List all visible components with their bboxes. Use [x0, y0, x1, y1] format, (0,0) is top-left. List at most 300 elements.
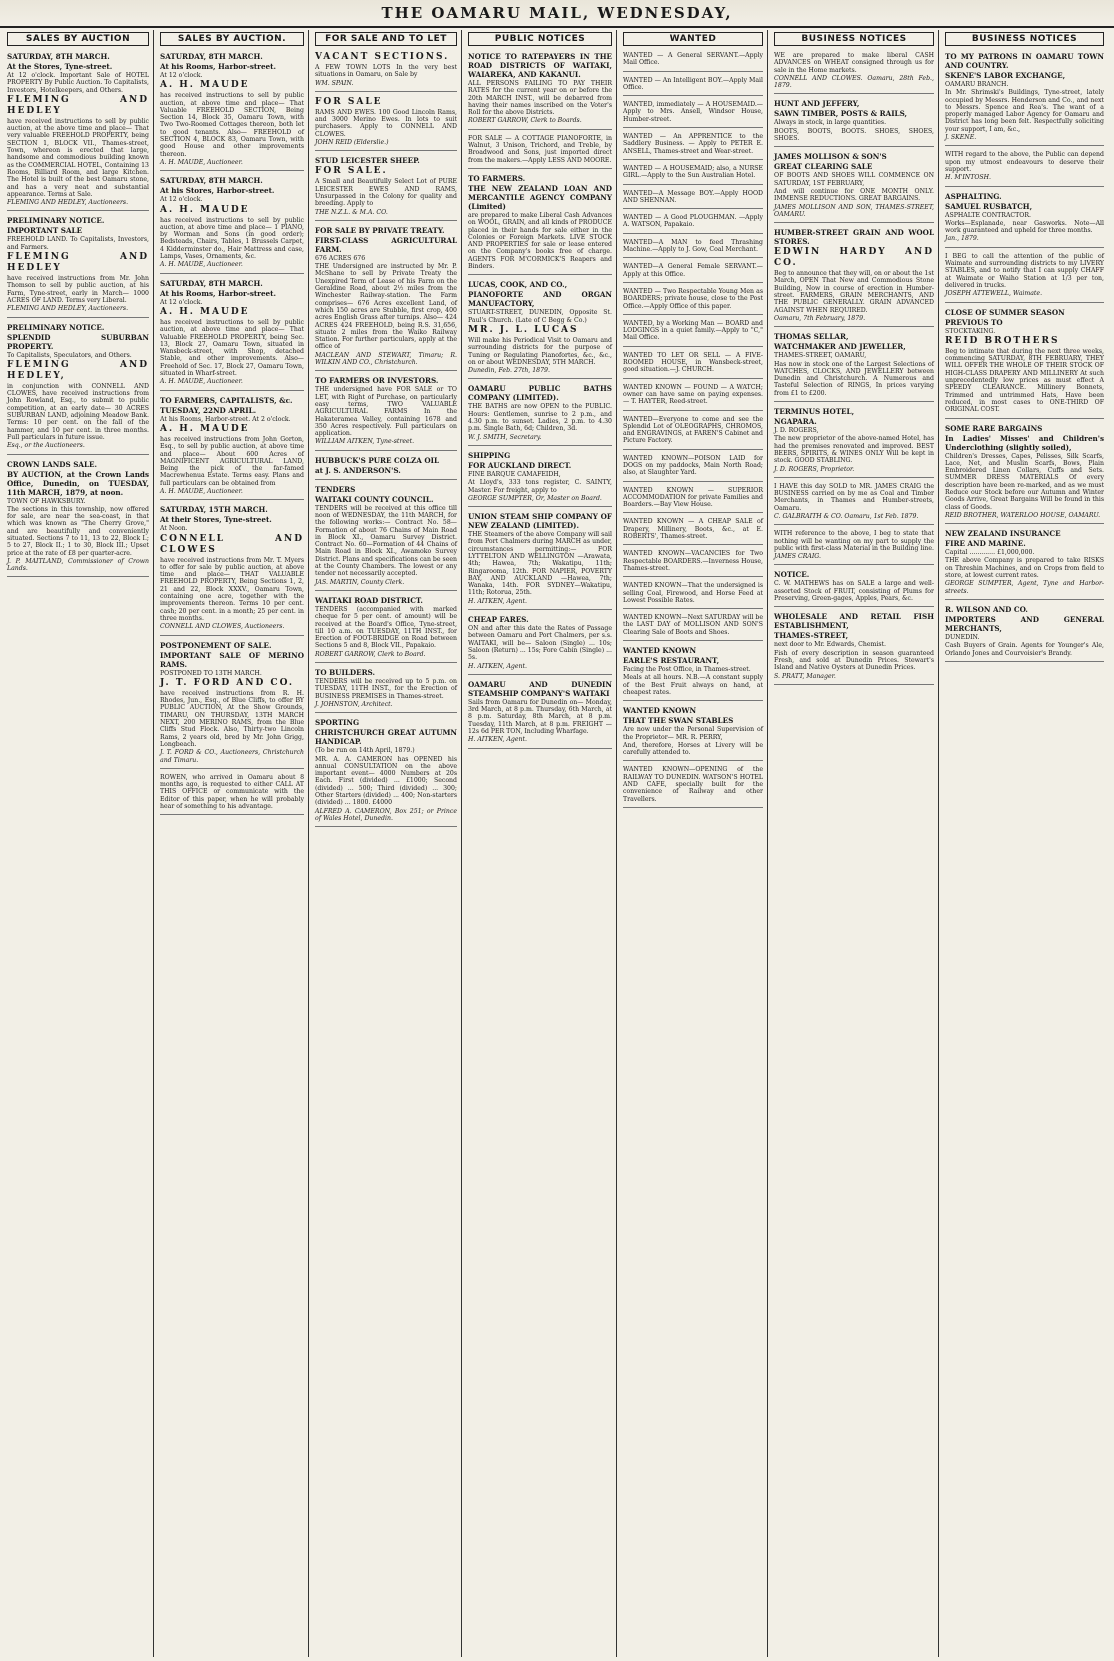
ad-name: FOR SALE.: [315, 166, 388, 177]
advertisement: [623, 260, 763, 283]
ad-intro: Are now under the Personal Supervision of the Proprietor— MR. R. PERRY,: [623, 726, 763, 741]
advertisement: [468, 381, 612, 445]
ad-title: SOME RARE BARGAINS: [945, 423, 1043, 433]
advertisement: [623, 579, 763, 609]
ad-text: BOOTS, BOOTS, BOOTS. SHOES, SHOES, SHOES.: [774, 127, 934, 143]
advertisement: [315, 593, 457, 663]
ad-name: MR. J. L. LUCAS: [468, 324, 579, 335]
ad-signature: Esq., or the Auctioneers.: [7, 442, 85, 450]
ad-text: THE Undersigned are instructed by Mr. P. McShane to sell by Private Treaty the Unexpired Term of Lease of his Farm on the Geraldine Road, about 2½ miles from the Winchester Railway-station. The Farm comprises— 676 Acres excellent Land, of which 150 acres are Stubble, first crop, 400 acres English Grass after turnips. Also— 424 ACRES 424 FREEHOLD, being R.S. 31,656, situate 2 miles from the Waiko Railway Station. For further particulars, apply at the office of: [315, 263, 457, 351]
ad-subtitle: At their Stores, Tyne-street.: [160, 515, 272, 525]
ad-signature: H. AITKEN, Agent.: [468, 736, 527, 744]
ad-text: The new proprietor of the above-named Hotel, has had the premises renovated and improved. BEST BEERS, SPIRITS, & WINES ONLY Will be kept in stock. GOOD STABLING.: [774, 435, 934, 465]
ad-text: Will make his Periodical Visit to Oamaru and surrounding districts for the purpose of Tuning or Regulating Pianofortes, &c., &c., on or about WEDNESDAY, 5TH MARCH.: [468, 336, 612, 366]
ad-text: Sails from Oamaru for Dunedin on— Monday, 3rd March, at 8 p.m. Thursday, 6th March, at 8 p.m. Saturday, 8th March, at 8 p.m. Tuesday, 11th March, at 8 p.m. FREIGHT — 12s 6d PER TON, Including Wharfage.: [468, 698, 612, 736]
ad-title: TO FARMERS.: [468, 173, 526, 183]
ad-subtitle: THAMES-STREET,: [774, 631, 849, 641]
ad-text: TENDERS will be received up to 5 p.m. on TUESDAY, 11TH INST., for the Erection of BUSINESS PREMISES in Thames-street.: [315, 678, 457, 700]
advertisement: [623, 162, 763, 185]
ad-title: POSTPONEMENT OF SALE.: [160, 640, 272, 650]
ad-text: RAMS AND EWES. 100 Good Lincoln Rams, and 3000 Merino Ewes. In lots to suit purchasers. Apply to CONNELL AND CLOWES.: [315, 108, 457, 138]
ad-text: has received instructions to sell by public auction, at above time and place— That Valuable FREEHOLD PROPERTY, being Sec. 13, Block 27, Oamaru Town, situated in Wansbeck-street, with Shop, detached Stable, and other improvements. Also— Freehold of Sec. 17, Block 27, Oamaru Town, situated in Wharf-street.: [160, 318, 304, 378]
ad-subtitle: PIANOFORTE AND ORGAN MANUFACTORY,: [468, 290, 612, 309]
ad-text: The sections in this township, now offered for sale, are near the sea-coast, in that which was known as "The Cherry Grove," and are beautifully and conveniently situated. Sections 7 to 11, 13 to 22, Block I.; 5 to 27, Block II.; 1 to 30, Block III.; Upset price at the rate of £8 per quarter-acre.: [7, 505, 149, 557]
advertisement: [468, 677, 612, 749]
ad-text: ROWEN, who arrived in Oamaru about 8 months ago, is requested to either CALL AT THIS OFFICE or communicate with the Editor of this paper, when he will probably hear of something to his advantage.: [160, 773, 304, 810]
ad-text: WANTED TO LET OR SELL — A FIVE-ROOMED HOUSE, in Wansbeck-street, good situation.—J. CHURCH.: [623, 351, 763, 374]
ad-signature: GEORGE SUMPTER, Or, Master on Board.: [468, 494, 602, 502]
ad-text: Has now in stock one of the Largest Selections of WATCHES, CLOCKS, AND JEWELLERY between Dunedin and Christchurch. A Numerous and Tasteful Selection of RINGS, In prices varying from £1 to £200.: [774, 360, 934, 397]
ad-title: CROWN LANDS SALE.: [7, 459, 98, 469]
ad-name: J. T. FORD AND CO.: [160, 677, 295, 688]
advertisement: [623, 349, 763, 379]
ad-text: Beg to announce that they will, on or about the 1st March, OPEN That New and Commodious Stone Building, Now in course of erection in Humber-street. FARMERS, GRAIN MERCHANTS, AND THE PUBLIC GENERALLY. GRAIN ADVANCED AGAINST WHEN REQUIRED.: [774, 270, 934, 314]
ad-subtitle: CHRISTCHURCH GREAT AUTUMN HANDICAP.: [315, 728, 457, 747]
advertisement: [160, 771, 304, 815]
column-4: [465, 30, 617, 1657]
ad-text: WANTED KNOWN — FOUND — A WATCH; owner can have same on paying expenses. — T. HAYTER, Reed-street.: [623, 383, 763, 406]
ad-signature: JAMES CRAIG.: [774, 553, 822, 561]
column-1: [4, 30, 154, 1657]
advertisement: [945, 148, 1104, 186]
ad-subtitle: FIRE AND MARINE.: [945, 539, 1026, 549]
advertisement: [623, 643, 763, 701]
ad-signature: J. T. FORD & CO., Auctioneers, Christchurch and Timaru.: [160, 749, 304, 764]
ad-text: THE above Company is prepared to take RISKS on Threshin Machines, and on Crops from field to store, at lowest current rates.: [945, 557, 1104, 580]
ad-subtitle: At his Rooms, Harbor-street.: [160, 62, 276, 71]
ad-text: WANTED — A HOUSEMAID; also, a NURSE GIRL.—Apply to the Sun Australian Hotel.: [623, 164, 763, 180]
column-3: [312, 30, 462, 1657]
ad-text: ALL PERSONS FAILING TO PAY THEIR RATES for the current year on or before the 20th MARCH INST., will be debarred from having their names inscribed on the Voter's Roll for the above Districts.: [468, 80, 612, 117]
advertisement: [160, 502, 304, 635]
ad-title: FOR SALE BY PRIVATE TREATY.: [315, 225, 445, 235]
ad-title: CLOSE OF SUMMER SEASON: [945, 307, 1065, 317]
ad-text: Beg to intimate that during the next three weeks, commencing SATURDAY, 8TH FEBRUARY, THEY WILL OFFER THE WHOLE OF THEIR STOCK OF HIGH-CLASS DRAPERY AND MILLINERY At such unprecedentedly low prices as must effect A SPEEDY CLEARANCE. Millinery Bonnets, Trimmed and untrimmed Hats, Have been reduced, in most cases to ONE-THIRD OF ORIGINAL COST.: [945, 347, 1104, 414]
ad-intro: POSTPONED TO 13TH MARCH.: [160, 669, 262, 677]
advertisement: [623, 236, 763, 259]
ad-signature: Oamaru, 7th February, 1879.: [774, 314, 866, 322]
ad-title: TENDERS: [315, 484, 356, 494]
ad-title: TO FARMERS OR INVESTORS.: [315, 376, 439, 386]
advertisement: [945, 421, 1104, 525]
column-2: [157, 30, 309, 1657]
ad-signature: A. H. MAUDE, Auctioneer.: [160, 487, 243, 495]
newspaper-columns: [4, 30, 1110, 1657]
ad-text: I BEG to call the attention of the public of Waimate and surrounding districts to my LIVERY STABLES, and to notify that I can supply CHAFF at Waimate or Waiho Station at 1/3 per ton, delivered in trucks.: [945, 252, 1104, 289]
ad-text: Meals at all hours. N.B.—A constant supply of the Best Fruit always on hand, at cheapest rates.: [623, 674, 763, 696]
ad-intro: OAMARU BRANCH.: [945, 81, 1009, 88]
ad-name: FLEMING AND HEDLEY: [7, 252, 149, 274]
ad-subtitle: THAT THE SWAN STABLES: [623, 716, 734, 726]
ad-title: TERMINUS HOTEL,: [774, 407, 855, 417]
ad-text: WITH regard to the above, the Public can depend upon my utmost endeavours to deserve their support.: [945, 151, 1104, 173]
ad-signature: A. H. MAUDE, Auctioneer.: [160, 378, 243, 386]
ad-title: SATURDAY, 8TH MARCH.: [160, 176, 263, 186]
ad-subtitle: SKENE'S LABOR EXCHANGE,: [945, 71, 1066, 80]
advertisement: [623, 452, 763, 482]
advertisement: [945, 189, 1104, 248]
ad-title: HUNT AND JEFFERY,: [774, 99, 860, 109]
ad-title: JAMES MOLLISON & SON'S: [774, 152, 887, 162]
advertisement: [945, 49, 1104, 146]
ad-signature: CONNELL AND CLOWES, Auctioneers.: [160, 623, 285, 631]
ad-text: WE are prepared to make liberal CASH ADVANCES on WHEAT consigned through us for sale in the Home markets.: [774, 52, 934, 74]
advertisement: [468, 509, 612, 610]
advertisement: [774, 480, 934, 525]
ad-text: WANTED—Everyone to come and see the Splendid Lot of OLEOGRAPHS, CHROMOS, and ENGRAVINGS, at FAREN'S Cabinet and Picture Factory.: [623, 415, 763, 445]
column-heading: SALES BY AUCTION: [7, 32, 149, 46]
advertisement: [7, 49, 149, 211]
column-heading: BUSINESS NOTICES: [774, 32, 934, 46]
ad-signature: FLEMING AND HEDLEY, Auctioneers.: [7, 199, 129, 207]
ad-signature: J. P. MAITLAND, Commissioner of Crown Lands.: [7, 557, 149, 573]
ad-subtitle: SAWN TIMBER, POSTS & RAILS,: [774, 109, 908, 119]
ad-intro: TOWN OF HAWKSBURY.: [7, 497, 86, 505]
ad-subtitle: IMPORTANT SALE OF MERINO RAMS.: [160, 650, 304, 669]
advertisement: [315, 94, 457, 151]
ad-title: WANTED KNOWN: [623, 646, 697, 656]
ad-title: NOTICE TO RATEPAYERS IN THE ROAD DISTRICTS OF WAITAKI, WAIAREKA, AND KAKANUI.: [468, 52, 612, 79]
advertisement: [623, 413, 763, 450]
ad-signature: H. AITKEN, Agent.: [468, 597, 527, 605]
advertisement: [623, 317, 763, 347]
advertisement: [774, 225, 934, 327]
ad-text: THE BATHS are now OPEN to the PUBLIC. Hours: Gentlemen, sunrise to 2 p.m., and 4.30 p.m. to sunset. Ladies, 2 p.m. to 4.30 p.m. Single Bath, 6d; Children, 3d.: [468, 403, 612, 433]
advertisement: [160, 638, 304, 769]
ad-intro: STOCKTAKING.: [945, 327, 996, 335]
advertisement: [623, 515, 763, 545]
ad-signature: ALFRED A. CAMERON, Box 251; or Prince of Wales Hotel, Dunedin.: [315, 807, 457, 822]
column-6: [771, 30, 939, 1657]
ad-title: TO FARMERS, CAPITALISTS, &c.: [160, 395, 293, 405]
advertisement: [623, 381, 763, 411]
ad-name: FLEMING AND HEDLEY,: [7, 359, 149, 381]
ad-title: THOMAS SELLAR,: [774, 332, 849, 342]
column-5: [620, 30, 768, 1657]
advertisement: [945, 250, 1104, 303]
ad-subtitle: GREAT CLEARING SALE: [774, 162, 873, 172]
ad-signature: W. J. SMITH, Secretary.: [468, 433, 542, 441]
column-heading: BUSINESS NOTICES: [945, 32, 1104, 46]
ad-intro: At his Rooms, Harbor-street. At 2 o'clock.: [160, 415, 291, 423]
ad-intro: Capital ............. £1,000,000.: [945, 549, 1035, 557]
advertisement: [623, 211, 763, 234]
advertisement: [315, 715, 457, 827]
ad-subtitle: FIRST-CLASS AGRICULTURAL FARM.: [315, 235, 457, 254]
ad-text: At Lloyd's, 333 tons register, C. SAINTY, Master. For freight, apply to: [468, 479, 612, 494]
ad-intro: DUNEDIN.: [945, 633, 980, 641]
ad-subtitle: FOR AUCKLAND DIRECT.: [468, 460, 572, 470]
ad-signature: JAMES MOLLISON AND SON, THAMES-STREET, OAMARU.: [774, 203, 934, 218]
ad-text: WANTED—A Message BOY.—Apply HOOD AND SHENNAN.: [623, 189, 763, 204]
ad-intro: ASPHALTE CONTRACTOR.: [945, 211, 1031, 219]
ad-text: have received instructions to sell by public auction, at the above time and place— That very valuable FREEHOLD PROPERTY, being SECTION 1, BLOCK VII., Thames-street, Town, whereon is erected that large, handsome and commodious building known as the COMMERCIAL HOTEL, Containing 13 Rooms, Billiard Room, and large Kitchen. The Hotel is built of the best Oamaru stone, and has a very neat and substantial appearance. Terms at Sale.: [7, 117, 149, 198]
ad-intro: STUART-STREET, DUNEDIN, Opposite St. Paul's Church. (Late of C Begg & Co.): [468, 309, 612, 324]
ad-title: SHIPPING: [468, 450, 511, 460]
ad-subtitle: BY AUCTION, at the Crown Lands Office, Dunedin, on TUESDAY, 11th MARCH, 1879, at noon.: [7, 469, 149, 497]
ad-signature: WM. SPAIN.: [315, 79, 354, 87]
ad-title: CHEAP FARES.: [468, 615, 529, 625]
ad-intro: Always in stock, in large quantities.: [774, 119, 887, 127]
ad-text: THE undersigned have FOR SALE or TO LET, with Right of Purchase, on particularly easy terms, TWO VALUABLE AGRICULTURAL FARMS In the Hakateramea Valley, containing 1678 and 350 Acres respectively. Full particulars on application.: [315, 386, 457, 438]
ad-text: WANTED—A General Female SERVANT.—Apply at this Office.: [623, 263, 763, 278]
ad-text: have received instructions from Mr. John Thomson to sell by public auction, at his Farm, Tyne-street, early in March— 1000 ACRES OF LAND. Terms very Liberal.: [7, 275, 149, 304]
ad-text: has received instructions to sell by public auction, at above time and place— 1 PIANO, by Worman and Sons (in good order); Bedsteads, Chairs, Tables, 1 Brussels Carpet, 4 Kidderminster do., Hair Mattress and case, Lamps, Vases, Ornaments, &c.: [160, 216, 304, 261]
advertisement: [315, 373, 457, 450]
ad-text: WITH reference to the above, I beg to state that nothing will be wanting on my part to supply the public with first-class Material in the Building line.: [774, 530, 934, 552]
ad-text: have received instructions from Mr. T. Myers to offer for sale by public auction, at above time and place— THAT VALUABLE FREEHOLD PROPERTY, Being Sections 1, 2, 21 and 22, Block XXXV., Oamaru Town, containing one acre, together with the improvements thereon. Terms 10 per cent. cash; 20 per cent. in a month; 25 per cent. in three months.: [160, 556, 304, 622]
advertisement: [468, 49, 612, 130]
ad-text: ON and after this date the Rates of Passage between Oamaru and Port Chalmers, per s.s. WAITAKI, will be— Saloon (Single) ... 10s; Saloon (Return) ... 15s; Fore Cabin (Single) ... 5s.: [468, 625, 612, 662]
ad-title: SPORTING: [315, 718, 360, 728]
ad-subtitle: SPLENDID SUBURBAN PROPERTY.: [7, 332, 149, 351]
ad-text: WANTED KNOWN — A CHEAP SALE of Drapery, Millinery, Boots, &c., at E. ROBERTS', Thames-street.: [623, 518, 763, 541]
ad-text: WANTED — A General SERVANT.—Apply Mail Office.: [623, 52, 763, 67]
advertisement: [468, 132, 612, 169]
ad-signature: H. AITKEN, Agent.: [468, 662, 527, 670]
ad-intro: next door to Mr. Edwards, Chemist.: [774, 641, 886, 649]
advertisement: [315, 453, 457, 480]
ad-intro: OF BOOTS AND SHOES WILL COMMENCE ON SATURDAY, 1ST FEBRUARY,: [774, 172, 934, 187]
ad-signature: ROBERT GARROW, Clerk to Boards.: [468, 117, 582, 125]
ad-subtitle: At his Rooms, Harbor-street.: [160, 288, 276, 298]
ad-name: A. H. MAUDE: [160, 306, 250, 317]
advertisement: [623, 285, 763, 315]
ad-intro: Facing the Post Office, in Thames-street.: [623, 666, 751, 674]
advertisement: [945, 305, 1104, 419]
ad-title: ASPHALTING.: [945, 191, 1002, 201]
ad-text: And will continue for ONE MONTH ONLY. IMMENSE REDUCTIONS. GREAT BARGAINS.: [774, 187, 934, 203]
ad-text: WANTED KNOWN—POISON LAID for DOGS on my paddocks, Main North Road; also, at Slaughter Yard.: [623, 454, 763, 477]
ad-name: FOR SALE: [315, 96, 383, 107]
ad-intro: FINE BARQUE CAMAFEIDH,: [468, 470, 561, 478]
ad-text: are prepared to make Liberal Cash Advances on WOOL, GRAIN, and all kinds of PRODUCE placed in their hands for sale either in the Colonies or Foreign Markets. LIVE STOCK AND PROPERTIES for sale or lease entered on the Company's books free of charge. AGENTS FOR M'CORMICK'S Reapers and Binders.: [468, 211, 612, 271]
ad-signature: GEORGE SUMPTER, Agent, Tyne and Harbor-streets.: [945, 580, 1104, 595]
column-heading: FOR SALE AND TO LET: [315, 32, 457, 46]
ad-intro: At 12 o'clock. Important Sale of HOTEL PROPERTY By Public Auction. To Capitalists, Investors, Hotelkeepers, and Others.: [7, 72, 149, 94]
advertisement: [160, 173, 304, 273]
ad-subtitle: at J. S. ANDERSON'S.: [315, 465, 401, 475]
ad-text: Cash Buyers of Grain. Agents for Younger's Ale, Orlando Jones and Courvoisier's Brandy.: [945, 642, 1104, 657]
ad-signature: A. H. MAUDE, Auctioneer.: [160, 158, 243, 166]
ad-text: in conjunction with CONNELL AND CLOWES, have received instructions from John Rowland, Esq., to submit to public competition, at an early date— 30 ACRES SUBURBAN LAND, adjoining Meadow Bank. Terms: 10 per cent. on the fall of the hammer, and 10 per cent. in three months. Full particulars in future issue.: [7, 382, 149, 441]
ad-title: NEW ZEALAND INSURANCE: [945, 529, 1061, 539]
ad-text: WANTED, immediately — A HOUSEMAID.—Apply to Mrs. Ansell, Windsor House, Humber-street.: [623, 101, 763, 123]
ad-title: SATURDAY, 8TH MARCH.: [160, 52, 263, 61]
ad-text: WANTED—A MAN to feed Thrashing Machine.—Apply to J. Gow, Coal Merchant.: [623, 238, 763, 254]
advertisement: [774, 609, 934, 684]
ad-text: WANTED KNOWN—Next SATURDAY will be the LAST DAY of MOLLISON AND SON'S Clearing Sale of Boots and Shoes.: [623, 614, 764, 636]
ad-intro: At Noon.: [160, 525, 188, 533]
advertisement: [7, 320, 149, 455]
ad-title: STUD LEICESTER SHEEP.: [315, 156, 420, 166]
ad-signature: MACLEAN AND STEWART, Timaru; R. WILKIN AND CO., Christchurch.: [315, 351, 457, 367]
advertisement: [774, 527, 934, 565]
column-7: [942, 30, 1108, 1657]
ad-text: WANTED — An APPRENTICE to the Saddlery Business. — Apply to PETER E. ANSELL, Thames-street and Wear-street.: [623, 133, 763, 155]
ad-subtitle: In Ladies' Misses' and Children's Underclothing (slightly soiled),: [945, 433, 1104, 452]
ad-signature: H. M'INTOSH.: [945, 174, 992, 182]
ad-title: HUMBER-STREET GRAIN AND WOOL STORES.: [774, 228, 934, 247]
ad-title: LUCAS, COOK, AND CO.,: [468, 280, 568, 290]
ad-title: NOTICE.: [774, 570, 810, 580]
ad-signature: A. H. MAUDE, Auctioneer.: [160, 261, 243, 269]
ad-title: TO BUILDERS.: [315, 668, 375, 678]
advertisement: [774, 96, 934, 147]
ad-signature: REID BROTHER, WATERLOO HOUSE, OAMARU.: [945, 511, 1101, 519]
ad-name: A. H. MAUDE: [160, 204, 250, 215]
ad-intro: To Capitalists, Speculators, and Others.: [7, 351, 132, 359]
advertisement: [623, 130, 763, 160]
ad-text: WANTED KNOWN—That the undersigned is selling Coal, Firewood, and Horse Feed at Lowest Possible Rates.: [623, 582, 763, 604]
ad-signature: Jan., 1879.: [945, 235, 979, 243]
ad-title: SATURDAY, 8TH MARCH.: [160, 278, 263, 288]
advertisement: [160, 393, 304, 501]
ad-text: WANTED KNOWN—VACANCIES for Two Respectable BOARDERS.—Inverness House, Thames-street.: [623, 550, 763, 572]
ad-subtitle: TUESDAY, 22ND APRIL.: [160, 405, 257, 415]
ad-text: In Mr. Shrimski's Buildings, Tyne-street, lately occupied by Messrs. Henderson and Co., and next to Messrs. Spence and Rea's. The want of a properly managed Labor Agency for Oamaru and District has long been felt. Respectfully soliciting your support, I am, &c.,: [945, 89, 1104, 133]
ad-name: A. H. MAUDE: [160, 423, 250, 434]
ad-text: has received instructions to sell by public auction, at above time and place— That Valuable FREEHOLD SECTION, Being Section 14, Block 35, Oamaru Town, with Two Two-Roomed Cottages thereon, both let to good tenants. Also— FREEHOLD of SECTION 4, BLOCK 83, Oamaru Town, with good House and other improvements thereon.: [160, 92, 304, 158]
ad-intro: At 12 o'clock.: [160, 72, 203, 79]
ad-subtitle: WAITAKI COUNTY COUNCIL.: [315, 494, 434, 504]
ad-name: CONNELL AND CLOWES: [160, 533, 304, 555]
advertisement: [315, 665, 457, 713]
ad-subtitle: At the Stores, Tyne-street.: [7, 62, 113, 71]
column-heading: WANTED: [623, 32, 763, 46]
advertisement: [7, 213, 149, 317]
ad-title: R. WILSON AND CO.: [945, 604, 1028, 614]
ad-signature: C. GALBRAITH & CO. Oamaru, 1st Feb. 1879.: [774, 512, 919, 520]
ad-text: THE Steamers of the above Company will sail from Port Chalmers during MARCH as under, circumstances permitting:— FOR LYTTELTON AND WELLINGTON —Arawata, 4th; Hawea, 7th; Wakatipu, 11th; Ringarooma, 12th. FOR NAPIER, POVERTY BAY, AND AUCKLAND —Hawea, 7th; Wanaka, 14th. FOR SYDNEY—Wakatipu, 11th; Rotorua, 25th.: [468, 531, 612, 597]
advertisement: [774, 567, 934, 607]
column-heading: SALES BY AUCTION.: [160, 32, 304, 46]
advertisement: [623, 547, 763, 577]
ad-subtitle: SAMUEL RUSBATCH,: [945, 201, 1033, 211]
ad-text: WANTED KNOWN — SUPERIOR ACCOMMODATION for private Families and Boarders.—Bay View House.: [623, 486, 763, 509]
advertisement: [160, 49, 304, 171]
ad-signature: Dunedin, Feb. 27th, 1879.: [468, 367, 550, 375]
ad-subtitle: PREVIOUS TO: [945, 317, 1003, 327]
ad-text: TENDERS (accompanied with marked cheque for 5 per cent. of amount) will be received at the Board's Office, Tyne-street, till 10 a.m. on TUESDAY, 11TH INST., for Erection of FOOT-BRIDGE on Road between Sections 5 and 8, Block VII., Papakaio.: [315, 605, 457, 650]
advertisement: [468, 448, 612, 507]
ad-title: OAMARU PUBLIC BATHS COMPANY (LIMITED).: [468, 384, 612, 403]
ad-subtitle: THE NEW ZEALAND LOAN AND MERCANTILE AGENCY COMPANY (Limited): [468, 183, 612, 211]
ad-subtitle: NGAPARA.: [774, 417, 817, 427]
ad-subtitle: IMPORTANT SALE: [7, 226, 83, 236]
advertisement: [774, 49, 934, 94]
ad-text: TENDERS will be received at this office till noon of WEDNESDAY, the 11th MARCH, for the following works:— Contract No. 58—Formation of about 76 Chains of Main Road in Block XI., Oamaru Survey District. Contract No. 60—Formation of 44 Chains of Main Road in Block XI., Awamoko Survey District. Plans and specifications can be seen at the County Chambers. The lowest or any tender not necessarily accepted.: [315, 504, 458, 578]
advertisement: [623, 611, 763, 641]
ad-signature: J. JOHNSTON, Architect.: [315, 700, 393, 708]
ad-text: have received instructions from R. H. Rhodes, Jun., Esq., of Blue Cliffs, to offer BY PUBLIC AUCTION, At the Show Grounds, TIMARU, ON THURSDAY, 13TH MARCH NEXT, 200 MERINO RAMS, from the Blue Cliffs Stud Flock. Also, Thirty-two Lincoln Rams, 2 years old, bred by Mr. John Grigg, Longbeach.: [160, 689, 304, 748]
ad-text: Works—Esplanade, near Gasworks. Note—All work guaranteed and upheld for three months.: [945, 219, 1104, 235]
ad-signature: JOSEPH ATTEWELL, Waimate.: [945, 290, 1043, 298]
ad-intro: At 12 o'clock.: [160, 298, 203, 306]
advertisement: [315, 482, 457, 591]
ad-text: Fish of every description in season guaranteed Fresh, and sold at Dunedin Prices. Stewart's Island and Native Oysters at Dunedin Prices.: [774, 649, 934, 672]
ad-title: SATURDAY, 15TH MARCH.: [160, 505, 268, 515]
advertisement: [623, 98, 763, 128]
ad-title: WAITAKI ROAD DISTRICT.: [315, 595, 423, 605]
ad-intro: FREEHOLD LAND. To Capitalists, Investors, and Farmers.: [7, 236, 149, 251]
ad-name: FLEMING AND HEDLEY: [7, 94, 149, 116]
ad-title: SATURDAY, 8TH MARCH.: [7, 52, 110, 61]
ad-signature: J. D. ROGERS, Proprietor.: [774, 465, 855, 473]
ad-signature: WILLIAM AITKEN, Tyne-street.: [315, 438, 415, 446]
ad-intro: 676 ACRES 676: [315, 254, 366, 262]
ad-signature: S. PRATT, Manager.: [774, 672, 836, 680]
ad-title: UNION STEAM SHIP COMPANY OF NEW ZEALAND (LIMITED).: [468, 512, 612, 531]
advertisement: [945, 602, 1104, 662]
advertisement: [623, 49, 763, 72]
advertisement: [774, 329, 934, 402]
ad-signature: FLEMING AND HEDLEY, Auctioneers.: [7, 305, 129, 313]
ad-intro: At 12 o'clock.: [160, 196, 203, 204]
ad-title: WHOLESALE AND RETAIL FISH ESTABLISHMENT,: [774, 612, 934, 631]
ad-intro: THAMES-STREET, OAMARU,: [774, 352, 867, 360]
ad-subtitle: WATCHMAKER AND JEWELLER,: [774, 342, 906, 352]
ad-text: And, therefore, Horses at Livery will be carefully attended to.: [623, 741, 763, 757]
ad-text: C. W. MATHEWS has on SALE a large and well-assorted Stock of FRUIT, consisting of Plums for Preserving, Green-gages, Apples, Pears, &c.: [774, 580, 934, 603]
ad-signature: J. SKENE.: [945, 134, 977, 142]
ad-title: PRELIMINARY NOTICE.: [7, 322, 105, 332]
ad-signature: CONNELL AND CLOWES. Oamaru, 28th Feb., 1879.: [774, 74, 934, 90]
advertisement: [623, 763, 763, 807]
ad-name: EDWIN HARDY AND CO.: [774, 247, 934, 269]
advertisement: [468, 612, 612, 675]
ad-title: WANTED KNOWN: [623, 706, 697, 716]
ad-text: Children's Dresses, Capes, Pelisses, Silk Scarfs, Lace, Net, and Muslin Scarfs, Bows, Plain Embroidered Linen Collars, Cuffs and Sets. SUMMER DRESS MATERIALS Of every description have been re-marked, and as we must Reduce our Stock before our Autumn and Winter Goods Arrive, Great Bargains Will be found in this class of Goods.: [945, 452, 1104, 511]
ad-text: WANTED, by a Working Man — BOARD and LODGINGS in a quiet family.—Apply to "C," Mail Office.: [623, 319, 763, 342]
ad-name: VACANT SECTIONS.: [315, 52, 450, 62]
ad-signature: JAS. MARTIN, County Clerk.: [315, 578, 405, 586]
ad-subtitle: EARLE'S RESTAURANT,: [623, 656, 720, 666]
ad-title: TO MY PATRONS IN OAMARU TOWN AND COUNTRY.: [945, 52, 1104, 70]
ad-intro: J. D. ROGERS,: [774, 427, 819, 435]
ad-intro: (To be run on 14th April, 1879.): [315, 747, 415, 755]
advertisement: [623, 484, 763, 514]
ad-name: REID BROTHERS: [945, 335, 1060, 346]
advertisement: [774, 149, 934, 223]
masthead: THE OAMARU MAIL, WEDNESDAY,: [0, 0, 1114, 28]
ad-text: A FEW TOWN LOTS In the very best situations in Oamaru, on Sale by: [315, 64, 457, 79]
advertisement: [315, 153, 457, 220]
ad-text: WANTED — Two Respectable Young Men as BOARDERS; private house, close to the Post Office.—Apply Office of this paper.: [623, 287, 763, 310]
ad-text: I HAVE this day SOLD to MR. JAMES CRAIG the BUSINESS carried on by me as Coal and Timber Merchants, in Thames and Humber-streets, Oamaru.: [774, 482, 934, 512]
ad-text: FOR SALE — A COTTAGE PIANOFORTE, in Walnut, 3 Unison, Trichord, and Treble, by Broadwood and Sons, just imported direct from the makers.—Apply LESS AND MOORE.: [468, 134, 612, 164]
advertisement: [468, 171, 612, 275]
ad-subtitle: At his Stores, Harbor-street.: [160, 186, 275, 196]
advertisement: [315, 223, 457, 371]
column-heading: PUBLIC NOTICES: [468, 32, 612, 46]
advertisement: [623, 187, 763, 210]
ad-title: OAMARU AND DUNEDIN STEAMSHIP COMPANY'S WAITAKI: [468, 679, 612, 698]
ad-text: MR. A. A. CAMERON has OPENED his annual CONSULTATION on the above important event— 4000 Numbers at 20s Each. First (divided) ... £1000; Second (divided) ... 500; Third (divided) ... 300; Other Starters (divided) ... 400; Non-starters (divided) ... 1800. £4000: [315, 755, 457, 807]
advertisement: [623, 703, 763, 761]
advertisement: [945, 526, 1104, 600]
ad-title: PRELIMINARY NOTICE.: [7, 216, 105, 226]
ad-name: A. H. MAUDE: [160, 80, 250, 91]
advertisement: [7, 457, 149, 578]
advertisement: [315, 49, 457, 92]
advertisement: [623, 74, 763, 97]
ad-signature: ROBERT GARROW, Clerk to Board.: [315, 650, 426, 658]
ad-text: A Small and Beautifully Select Lot of PURE LEICESTER EWES AND RAMS, Unsurpassed in the Colony for quality and breeding. Apply to: [315, 178, 457, 208]
ad-title: HUBBUCK'S PURE COLZA OIL: [315, 455, 440, 465]
ad-subtitle: IMPORTERS AND GENERAL MERCHANTS,: [945, 614, 1104, 633]
ad-signature: THE N.Z.L. & M.A. CO.: [315, 208, 388, 216]
